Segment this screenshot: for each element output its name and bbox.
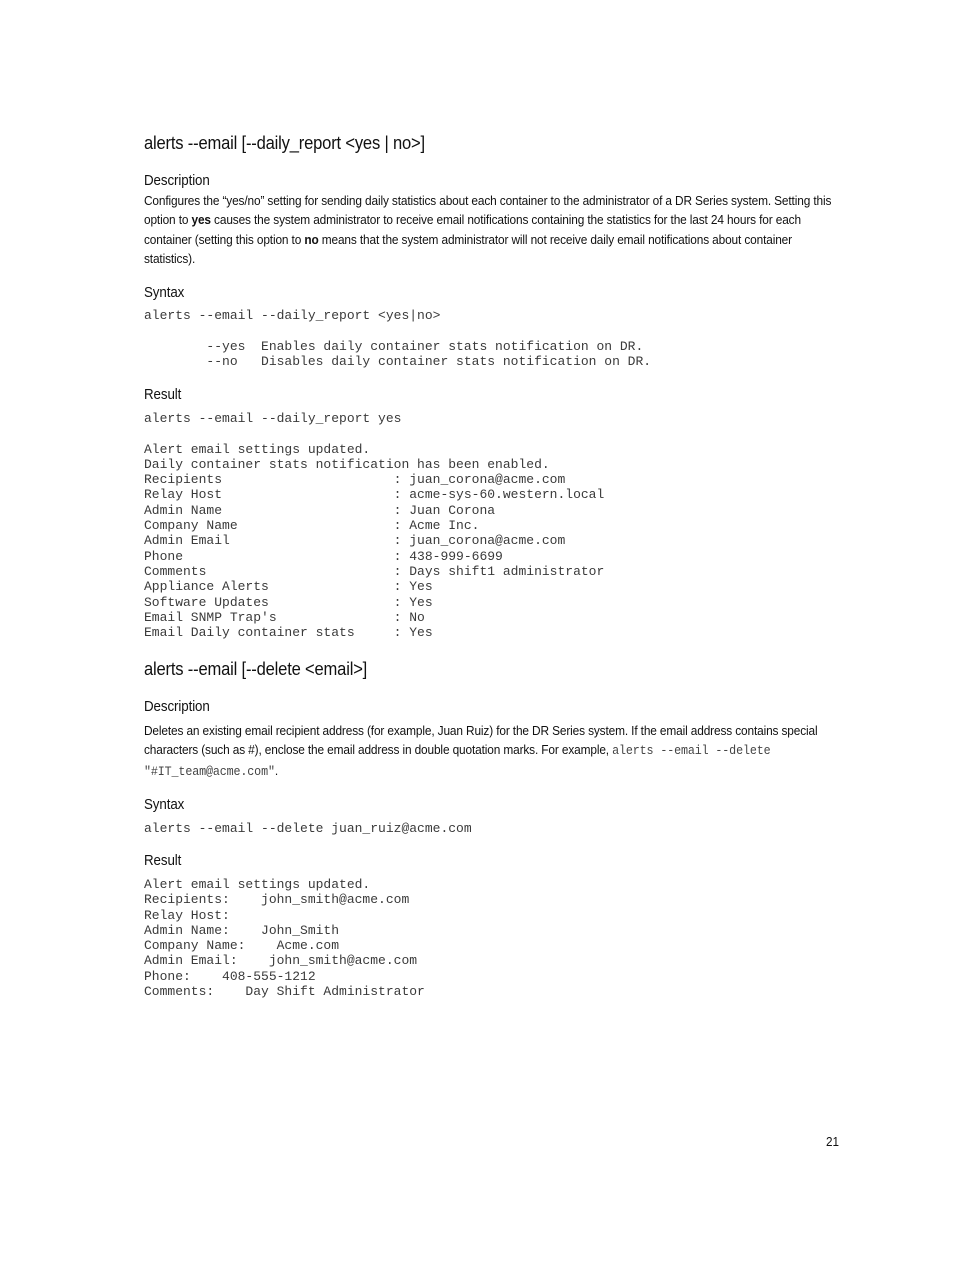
description-paragraph bbox=[144, 191, 844, 268]
yes-keyword: yes bbox=[191, 212, 211, 228]
syntax-code-block: alerts --email --daily_report <yes|no> --yes Enables daily container stats notification on DR. --no Disables daily container stats notification on DR. bbox=[144, 308, 652, 369]
syntax-heading: Syntax bbox=[144, 285, 185, 301]
inline-code-example: alerts --email --delete "#IT_team@acme.com" bbox=[144, 743, 771, 779]
description-text: means that the system administrator will not receive daily email notifications about container statistics). bbox=[144, 231, 792, 266]
description-text: Configures the “yes/no” setting for sending daily statistics about each container to the administrator of a DR Series system. Setting this option to bbox=[144, 193, 832, 228]
page-number: 21 bbox=[826, 1134, 840, 1149]
description-text: causes the system administrator to receive email notifications containing the statistics for the last 24 hours for each container (setting this option to bbox=[144, 212, 801, 247]
section-title-delete: alerts --email [--delete <email>] bbox=[144, 659, 368, 679]
description-text: . bbox=[274, 762, 279, 778]
description-text: Deletes an existing email recipient address (for example, Juan Ruiz) for the DR Series system. If the email address contains special characters (such as #), enclose the email address in double quotation marks. For example, bbox=[144, 723, 818, 758]
result-heading: Result bbox=[144, 387, 182, 403]
section-title-daily-report: alerts --email [--daily_report <yes | no>] bbox=[144, 133, 425, 153]
syntax-code-block: alerts --email --delete juan_ruiz@acme.com bbox=[144, 821, 472, 836]
result-heading: Result bbox=[144, 853, 182, 869]
description-heading: Description bbox=[144, 699, 210, 715]
description-paragraph bbox=[144, 721, 844, 781]
no-keyword: no bbox=[304, 231, 319, 247]
result-code-block: Alert email settings updated. Recipients: john_smith@acme.com Relay Host: Admin Name: John_Smith Company Name: Acme.com Admin Email: john_smith@acme.com Phone: 408-555-1212 Comments: Day Shift Administrator bbox=[144, 877, 425, 1000]
result-code-block: alerts --email --daily_report yes Alert email settings updated. Daily container stats notification has been enabled. Recipients : juan_corona@acme.com Relay Host : acme-sys-60.western.local Admin Name : Juan Corona Company Name : Acme Inc. Admin Email : juan_corona@acme.com Phone : 438-999-6699 Comments : Days shift1 administrator Appliance Alerts : Yes Software Updates : Yes Email SNMP Trap's : No Email Daily container stats : Yes bbox=[144, 411, 605, 641]
description-heading: Description bbox=[144, 173, 210, 189]
syntax-heading: Syntax bbox=[144, 797, 185, 813]
